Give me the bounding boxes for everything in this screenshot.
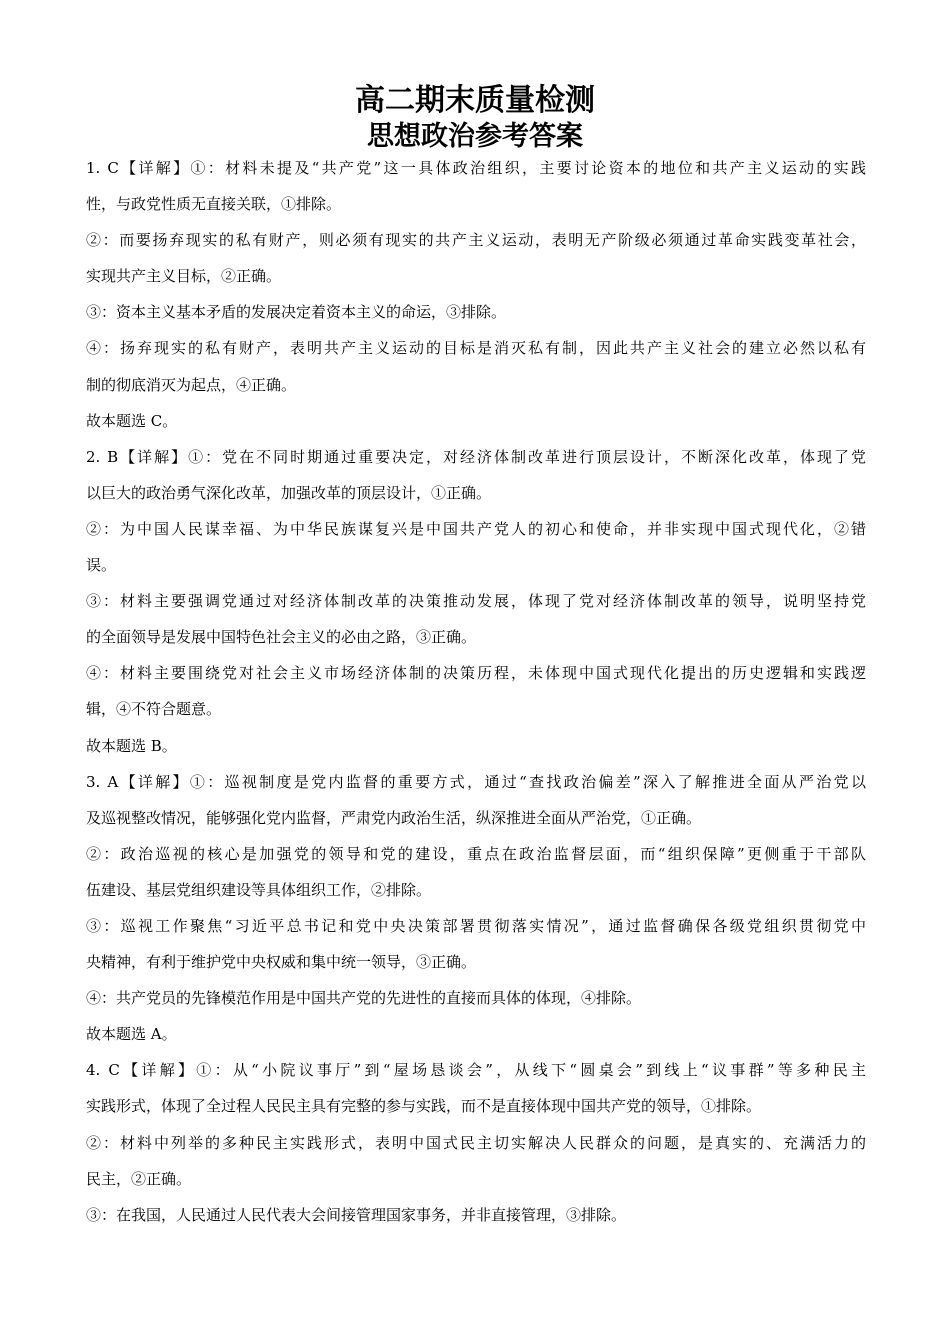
text-line: 以巨大的政治勇气深化改革，加强改革的顶层设计，①正确。 — [86, 483, 492, 502]
text-line: 制的彻底消灭为起点，④正确。 — [86, 375, 297, 394]
answer-explanations — [86, 150, 866, 1233]
text-line: ③：资本主义基本矛盾的发展决定着资本主义的命运，③排除。 — [86, 303, 507, 322]
text-line: 及巡视整改情况，能够强化党内监督，严肃党内政治生活，纵深推进全面从严治党，①正确。 — [86, 808, 702, 827]
text-line: ②：材料中列举的多种民主实践形式，表明中国式民主切实解决人民群众的问题，是真实的、充满活力的 — [86, 1133, 866, 1152]
text-line: ③：巡视工作聚焦“习近平总书记和党中央决策部署贯彻落实情况”，通过监督确保各级党组织贯彻党中 — [86, 916, 866, 935]
text-line: 实现共产主义目标，②正确。 — [86, 267, 282, 286]
text-line: ②：为中国人民谋幸福、为中华民族谋复兴是中国共产党人的初心和使命，并非实现中国式现代化，②错 — [86, 519, 866, 538]
text-line: 故本题选 C。 — [86, 411, 178, 430]
text-line: ④：共产党员的先锋模范作用是中国共产党的先进性的直接而具体的体现，④排除。 — [86, 989, 642, 1008]
text-line: 民主，②正确。 — [86, 1169, 192, 1188]
text-line: 实践形式，体现了全过程人民民主具有完整的参与实践，而不是直接体现中国共产党的领导，①排除。 — [86, 1097, 762, 1116]
text-line: 伍建设、基层党组织建设等具体组织工作，②排除。 — [86, 880, 432, 899]
text-line: 的全面领导是发展中国特色社会主义的必由之路，③正确。 — [86, 628, 477, 647]
text-line: 央精神，有利于维护党中央权威和集中统一领导，③正确。 — [86, 953, 477, 972]
text-line: 误。 — [86, 556, 117, 575]
document-subtitle: 思想政治参考答案 — [367, 121, 583, 152]
text-line: 故本题选 A。 — [86, 1025, 177, 1044]
text-line: ②：政治巡视的核心是加强党的领导和党的建设，重点在政治监督层面，而“组织保障”更侧重于干部队 — [86, 844, 866, 863]
text-line: ④：材料主要围绕党对社会主义市场经济体制的决策历程，未体现中国式现代化提出的历史逻辑和实践逻 — [86, 664, 866, 683]
text-line: 性，与政党性质无直接关联，①排除。 — [86, 195, 342, 214]
text-line: ②：而要扬弃现实的私有财产，则必须有现实的共产主义运动，表明无产阶级必须通过革命实践变革社会， — [86, 231, 866, 250]
text-line: 2. B【详解】①：党在不同时期通过重要决定，对经济体制改革进行顶层设计，不断深化改革，体现了党 — [86, 447, 866, 466]
text-line: 故本题选 B。 — [86, 736, 177, 755]
text-line: 1. C【详解】①：材料未提及“共产党”这一具体政治组织，主要讨论资本的地位和共产主义运动的实践 — [86, 159, 866, 177]
text-line: 3. A【详解】①：巡视制度是党内监督的重要方式，通过“查找政治偏差”深入了解推进全面从严治党以 — [86, 772, 866, 791]
text-line: 辑，④不符合题意。 — [86, 700, 222, 719]
text-line: ③：材料主要强调党通过对经济体制改革的决策推动发展，体现了党对经济体制改革的领导，说明坚持党 — [86, 592, 866, 611]
text-line: 4. C【详解】①：从“小院议事厅”到“屋场恳谈会”，从线下“圆桌会”到线上“议事群”等多种民主 — [86, 1061, 866, 1080]
document-title: 高二期末质量检测 — [355, 83, 595, 118]
text-line: ③：在我国，人民通过人民代表大会间接管理国家事务，并非直接管理，③排除。 — [86, 1205, 627, 1224]
text-line: ④：扬弃现实的私有财产，表明共产主义运动的目标是消灭私有制，因此共产主义社会的建立必然以私有 — [86, 339, 866, 358]
